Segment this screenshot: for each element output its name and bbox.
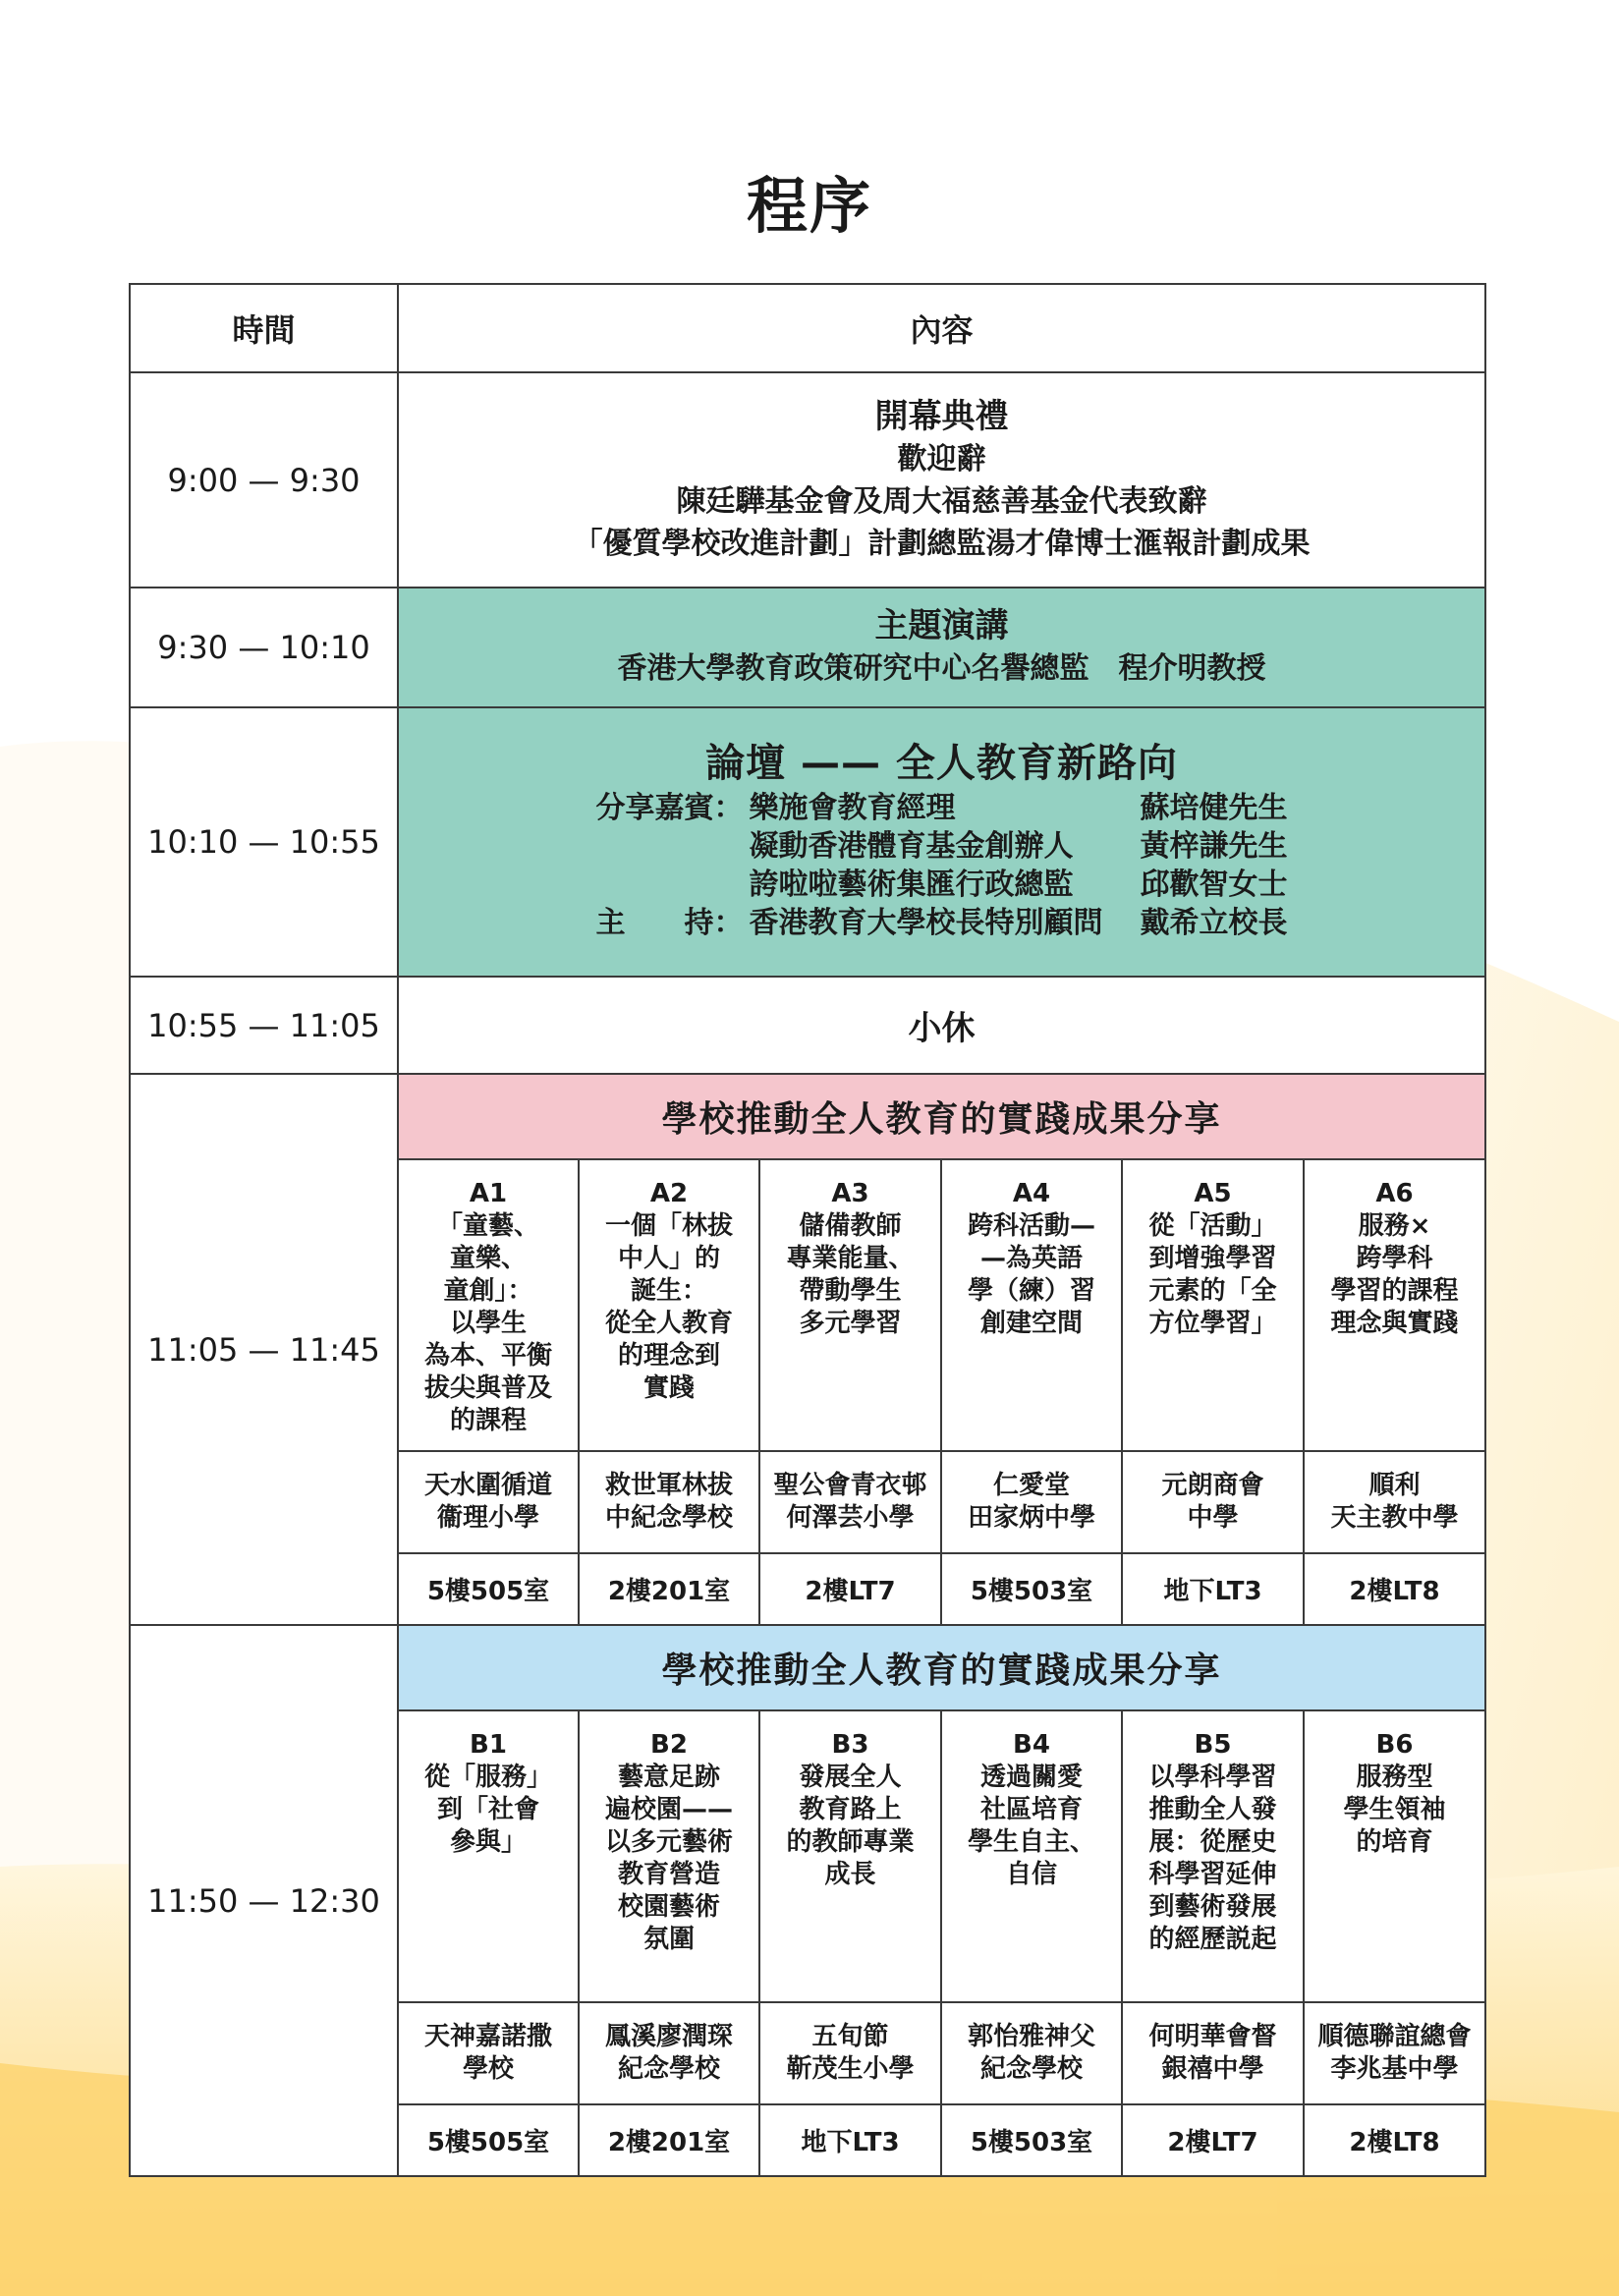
room-name: 地下LT3 xyxy=(759,2104,941,2176)
break-row xyxy=(130,977,1485,1074)
content-header: 內容 xyxy=(398,284,1485,372)
room-name: 2樓LT8 xyxy=(1304,2104,1485,2176)
session-code: A5 xyxy=(1194,1179,1232,1208)
session-item-topic xyxy=(579,1159,759,1451)
panel-name: 戴希立校長 xyxy=(1140,905,1288,940)
opening-line: 「優質學校改進計劃」計劃總監湯才偉博士滙報計劃成果 xyxy=(573,526,1311,561)
session-b-title-row xyxy=(130,1625,1485,1710)
keynote-row xyxy=(130,588,1485,707)
session-b-time: 11:50 — 12:30 xyxy=(130,1625,398,2176)
keynote-speaker: 香港大學教育政策研究中心名譽總監 程介明教授 xyxy=(617,651,1266,686)
room-name: 5樓503室 xyxy=(941,1553,1122,1625)
school-name: 五旬節 靳茂生小學 xyxy=(759,2002,941,2104)
session-topic: 服務× 跨學科 學習的課程 理念與實踐 xyxy=(1330,1211,1459,1338)
forum-row xyxy=(130,707,1485,977)
room-name: 2樓LT7 xyxy=(759,1553,941,1625)
school-name: 天水圍循道 衞理小學 xyxy=(398,1451,579,1553)
session-code: B2 xyxy=(650,1730,688,1760)
session-item-topic xyxy=(1122,1710,1304,2002)
room-name: 地下LT3 xyxy=(1122,1553,1304,1625)
room-name: 2樓201室 xyxy=(579,1553,759,1625)
session-code: A1 xyxy=(469,1179,508,1208)
room-name: 2樓LT7 xyxy=(1122,2104,1304,2176)
forum-time: 10:10 — 10:55 xyxy=(130,707,398,977)
session-item-topic xyxy=(398,1710,579,2002)
room-name: 5樓503室 xyxy=(941,2104,1122,2176)
break-time: 10:55 — 11:05 xyxy=(130,977,398,1074)
page-title: 程序 xyxy=(746,170,872,242)
session-code: B3 xyxy=(831,1730,869,1760)
session-a-title: 學校推動全人教育的實踐成果分享 xyxy=(398,1074,1485,1159)
forum-panel xyxy=(399,789,1484,942)
session-code: B6 xyxy=(1375,1730,1414,1760)
session-code: B5 xyxy=(1194,1730,1232,1760)
session-item-topic xyxy=(1304,1710,1485,2002)
panel-role xyxy=(596,866,744,904)
session-item-topic xyxy=(941,1159,1122,1451)
opening-line: 陳廷驊基金會及周大福慈善基金代表致辭 xyxy=(676,483,1207,519)
session-item-topic xyxy=(398,1159,579,1451)
panel-name: 邱歡智女士 xyxy=(1140,867,1288,902)
session-topic: 跨科活動— —為英語 學（練）習 創建空間 xyxy=(967,1211,1095,1338)
session-item-topic xyxy=(759,1159,941,1451)
school-name: 郭怡雅神父 紀念學校 xyxy=(941,2002,1122,2104)
session-a-time: 11:05 — 11:45 xyxy=(130,1074,398,1625)
panel-name: 蘇培健先生 xyxy=(1140,790,1288,825)
opening-time: 9:00 — 9:30 xyxy=(130,372,398,588)
session-b-title: 學校推動全人教育的實踐成果分享 xyxy=(398,1625,1485,1710)
room-name: 2樓201室 xyxy=(579,2104,759,2176)
panel-position: 香港教育大學校長特別顧問 xyxy=(749,905,1103,940)
session-topic: 從「服務」 到「社會 參與」 xyxy=(423,1763,552,1857)
session-code: A3 xyxy=(831,1179,869,1208)
school-name: 何明華會督 銀禧中學 xyxy=(1122,2002,1304,2104)
session-item-topic xyxy=(941,1710,1122,2002)
session-topic: 從「活動」 到增強學習 元素的「全 方位學習」 xyxy=(1148,1211,1277,1338)
session-topic: 「童藝、 童樂、 童創」： 以學生 為本、平衡 拔尖與普及 的課程 xyxy=(423,1211,552,1435)
school-name: 鳳溪廖潤琛 紀念學校 xyxy=(579,2002,759,2104)
opening-line: 歡迎辭 xyxy=(897,441,986,476)
session-topic: 藝意足跡 遍校園—— 以多元藝術 教育營造 校園藝術 氛圍 xyxy=(604,1763,733,1954)
forum-cell xyxy=(398,707,1485,977)
panel-position: 誇啦啦藝術集匯行政總監 xyxy=(749,867,1074,902)
session-item-topic xyxy=(579,1710,759,2002)
opening-title: 開幕典禮 xyxy=(874,396,1009,436)
break-label: 小休 xyxy=(398,977,1485,1074)
header-row xyxy=(130,284,1485,372)
session-code: A6 xyxy=(1375,1179,1414,1208)
session-item-topic xyxy=(1304,1159,1485,1451)
panel-position: 樂施會教育經理 xyxy=(749,790,956,825)
session-topic: 以學科學習 推動全人發 展：從歷史 科學習延伸 到藝術發展 的經歷説起 xyxy=(1148,1763,1277,1954)
school-name: 仁愛堂 田家炳中學 xyxy=(941,1451,1122,1553)
panel-position: 凝動香港體育基金創辦人 xyxy=(749,828,1074,864)
session-a-title-row xyxy=(130,1074,1485,1159)
session-code: B4 xyxy=(1013,1730,1050,1760)
school-name: 順利 天主教中學 xyxy=(1304,1451,1485,1553)
panel-role: 分享嘉賓： xyxy=(595,790,744,825)
school-name: 聖公會青衣邨 何澤芸小學 xyxy=(759,1451,941,1553)
forum-title: 論壇 —— 全人教育新路向 xyxy=(705,740,1178,786)
school-name: 元朗商會 中學 xyxy=(1122,1451,1304,1553)
session-topic: 一個「林拔 中人」的 誕生： 從全人教育 的理念到 實踐 xyxy=(604,1211,733,1403)
room-name: 5樓505室 xyxy=(398,2104,579,2176)
panel-name: 黃梓謙先生 xyxy=(1140,828,1288,864)
keynote-title: 主題演講 xyxy=(874,606,1009,645)
school-name: 救世軍林拔 中紀念學校 xyxy=(579,1451,759,1553)
session-code: A2 xyxy=(649,1179,689,1208)
session-code: B1 xyxy=(470,1730,507,1760)
session-code: A4 xyxy=(1012,1179,1051,1208)
room-name: 5樓505室 xyxy=(398,1553,579,1625)
opening-cell xyxy=(398,372,1485,588)
panel-role xyxy=(596,827,744,866)
room-name: 2樓LT8 xyxy=(1304,1553,1485,1625)
opening-row xyxy=(130,372,1485,588)
session-topic: 透過關愛 社區培育 學生自主、 自信 xyxy=(967,1763,1095,1889)
school-name: 順德聯誼總會 李兆基中學 xyxy=(1304,2002,1485,2104)
school-name: 天神嘉諾撒 學校 xyxy=(398,2002,579,2104)
time-header: 時間 xyxy=(130,284,398,372)
program-table xyxy=(129,283,1486,2177)
session-topic: 發展全人 教育路上 的教師專業 成長 xyxy=(786,1763,915,1889)
session-topic: 服務型 學生領袖 的培育 xyxy=(1343,1763,1446,1857)
keynote-time: 9:30 — 10:10 xyxy=(130,588,398,707)
panel-role: 主 持： xyxy=(595,905,744,940)
session-topic: 儲備教師 專業能量、 帶動學生 多元學習 xyxy=(786,1211,915,1338)
session-item-topic xyxy=(1122,1159,1304,1451)
keynote-cell xyxy=(398,588,1485,707)
session-item-topic xyxy=(759,1710,941,2002)
